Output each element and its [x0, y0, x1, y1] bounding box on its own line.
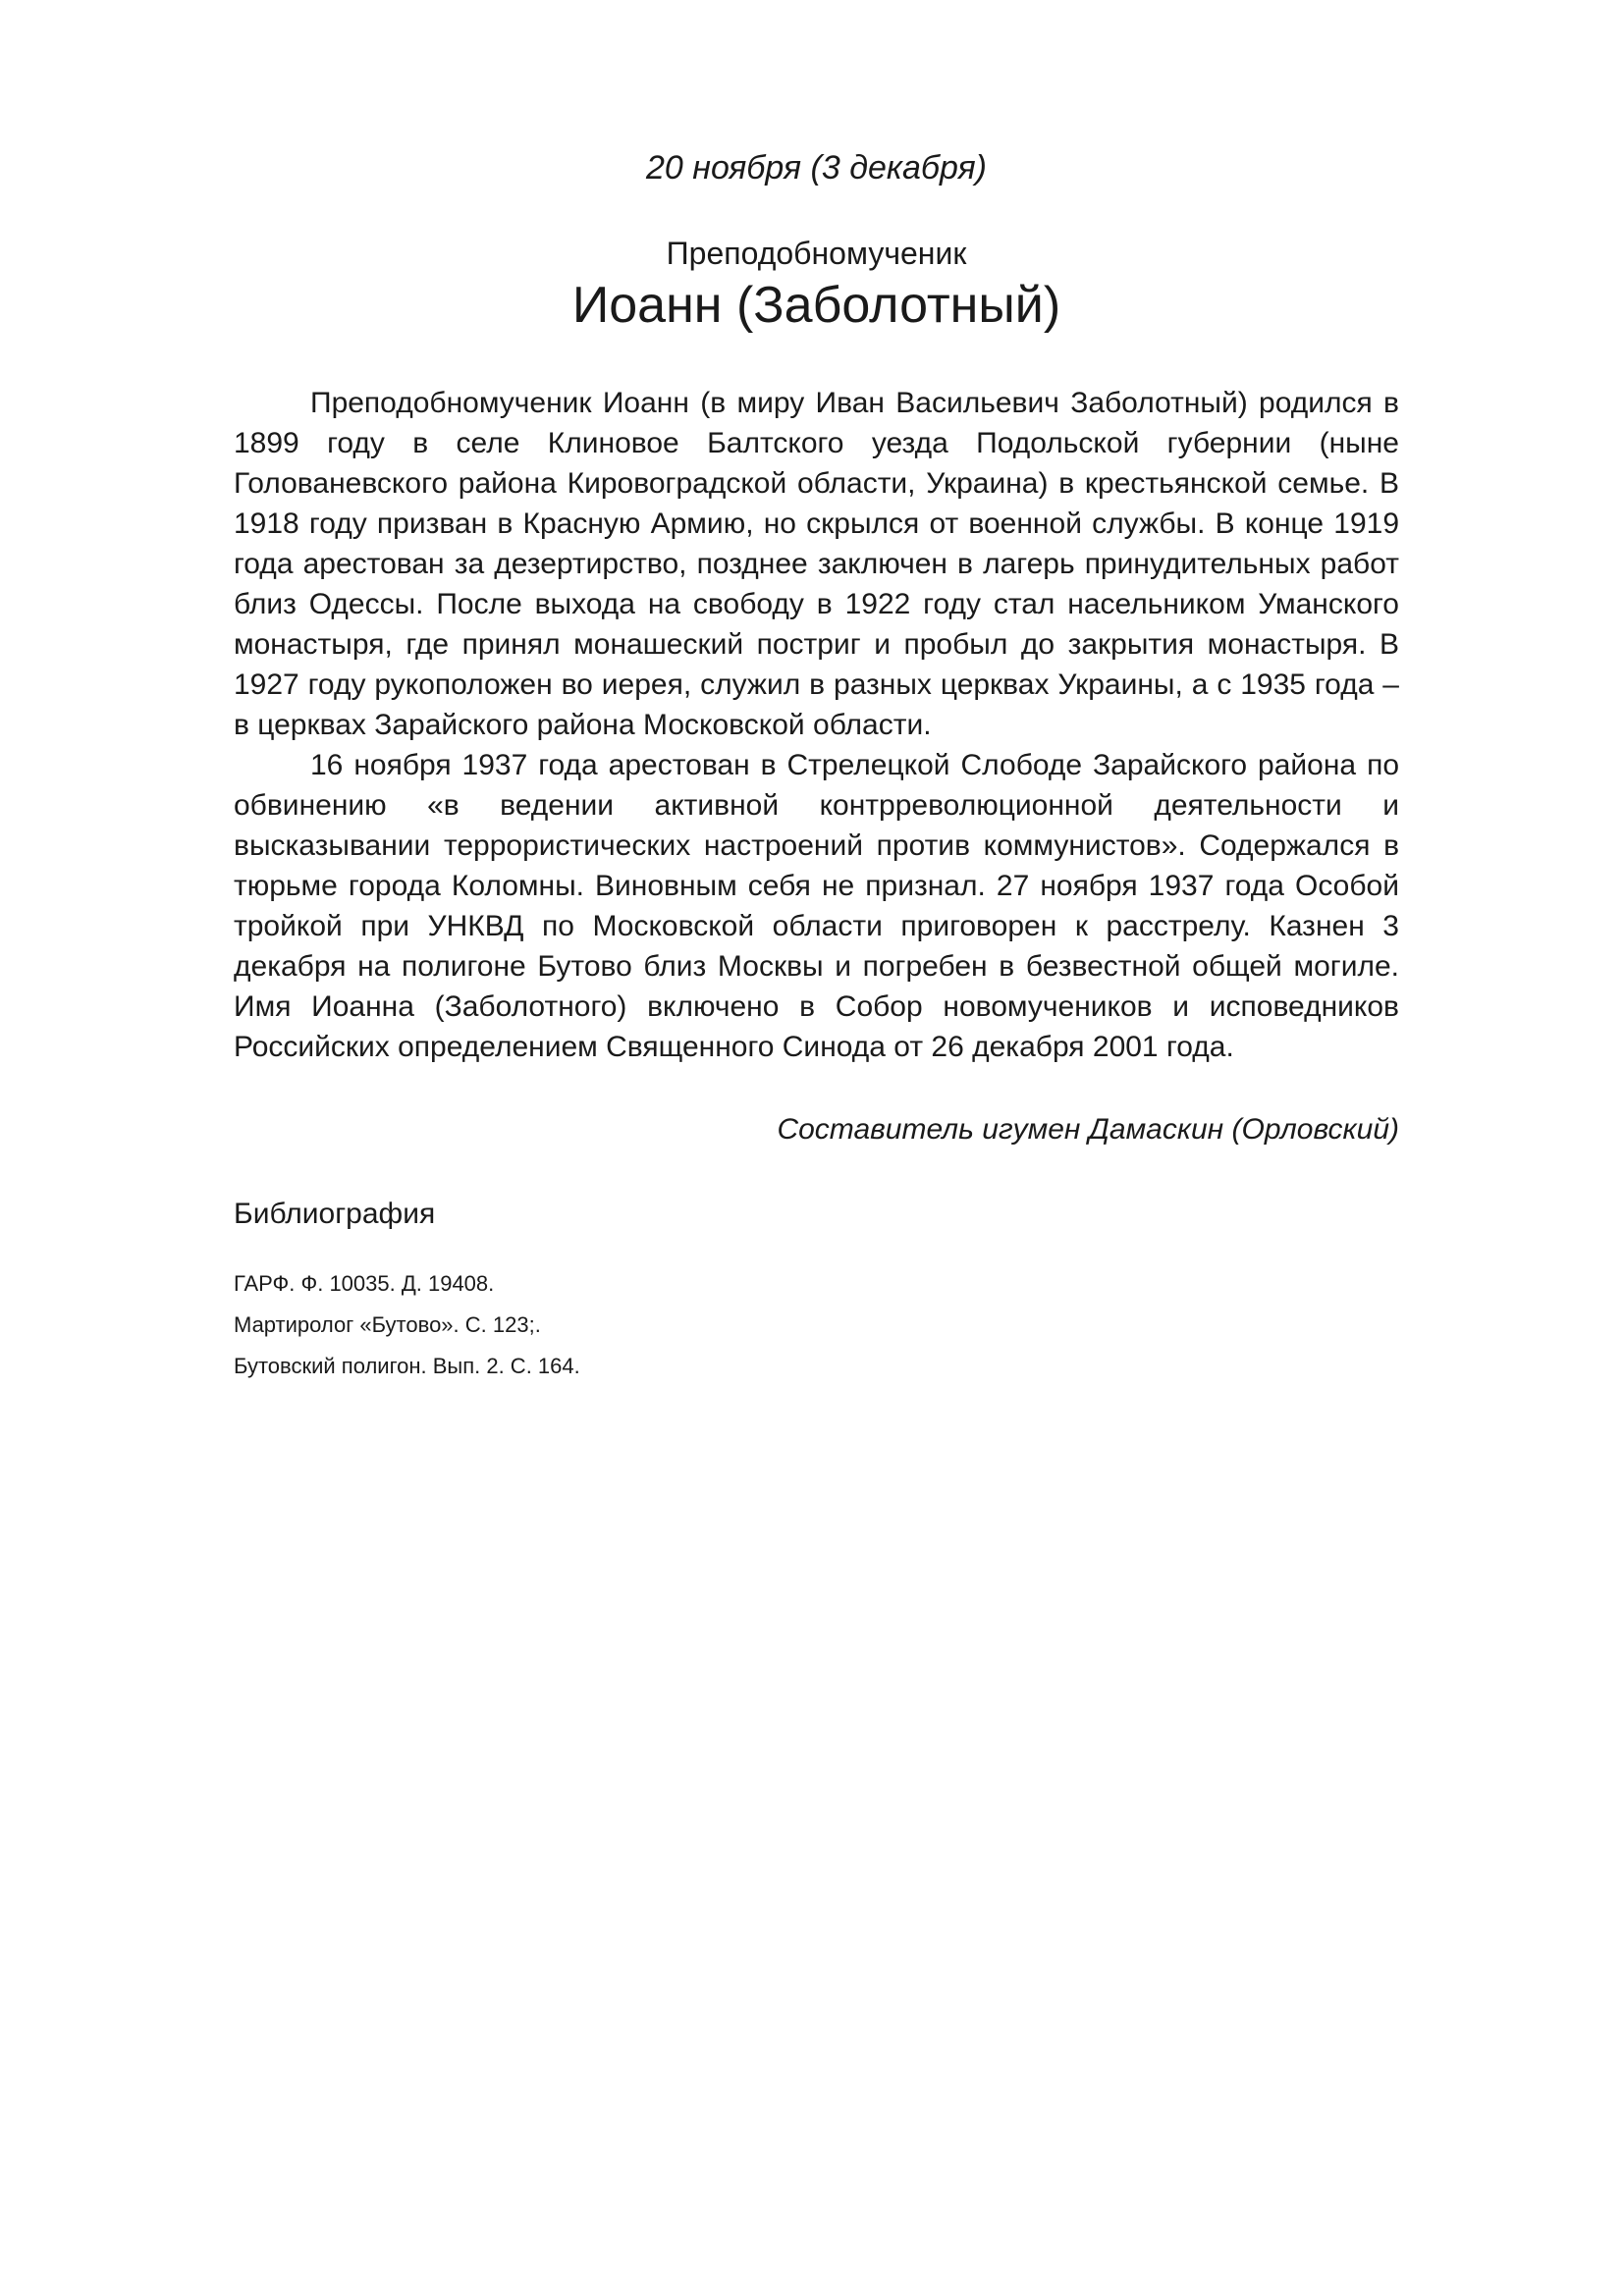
saint-name: Иоанн (Заболотный)	[571, 277, 1061, 334]
biography-paragraph: Преподобномученик Иоанн (в миру Иван Васильевич Заболотный) родился в 1899 году в селе Клиновое Балтского уезда Подольской губернии (ныне Голованевского района Кировоградской области, Украина) в крестьянской семье. В 1918 году призван в Красную Армию, но скрылся от военной службы. В конце 1919 года арестован за дезертирство, позднее заключен в лагерь принудительных работ близ Одессы. После выхода на свободу в 1922 году стал насельником Уманского монастыря, где принял монашеский постриг и пробыл до закрытия монастыря. В 1927 году рукоположен во иерея, служил в разных церквах Украины, а с 1935 года – в церквах Зарайского района Московской области.	[234, 387, 1399, 741]
bibliography-item: Бутовский полигон. Вып. 2. С. 164.	[234, 1354, 580, 1378]
biography-body	[234, 383, 1399, 1067]
bibliography-list	[234, 1263, 1399, 1387]
saint-rank: Преподобномученик	[666, 236, 967, 271]
biography-paragraph: 16 ноября 1937 года арестован в Стрелецкой Слободе Зарайского района по обвинению «в ведении активной контрреволюционной деятельности и высказывании террористических настроений против коммунистов». Содержался в тюрьме города Коломны. Виновным себя не признал. 27 ноября 1937 года Особой тройкой при УНКВД по Московской области приговорен к расстрелу. Казнен 3 декабря на полигоне Бутово близ Москвы и погребен в безвестной общей могиле. Имя Иоанна (Заболотного) включено в Собор новомучеников и исповедников Российских определением Священного Синода от 26 декабря 2001 года.	[234, 749, 1399, 1063]
compiler-credit: Составитель игумен Дамаскин (Орловский)	[777, 1113, 1399, 1146]
bibliography-item: ГАРФ. Ф. 10035. Д. 19408.	[234, 1271, 495, 1296]
bibliography-heading: Библиография	[234, 1198, 436, 1230]
bibliography-item: Мартиролог «Бутово». С. 123;.	[234, 1312, 541, 1337]
feast-date: 20 ноября (3 декабря)	[645, 149, 988, 187]
document-page	[234, 147, 1399, 1387]
